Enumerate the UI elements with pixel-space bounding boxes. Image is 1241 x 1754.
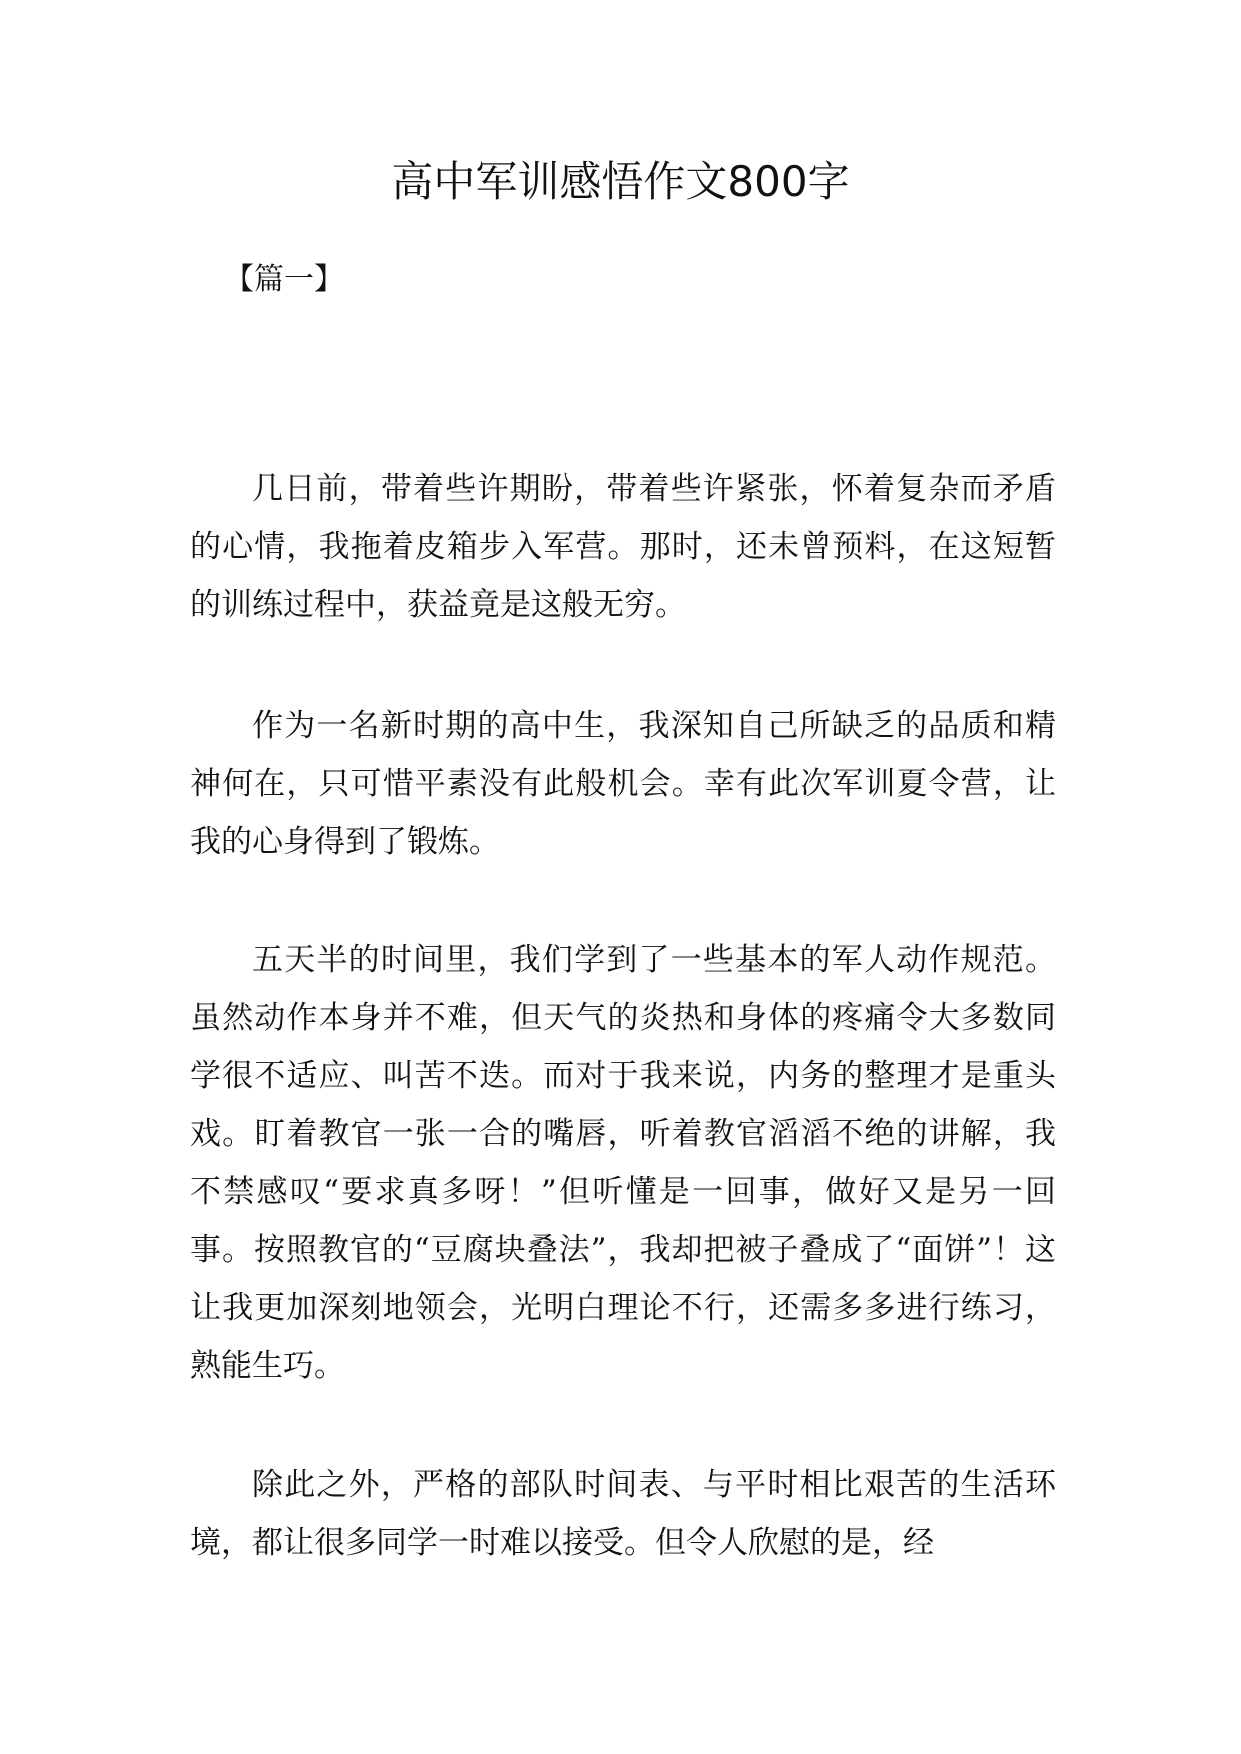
paragraph: 作为一名新时期的高中生，我深知自己所缺乏的品质和精神何在，只可惜平素没有此般机会。幸有此次军训夏令营，让我的心身得到了锻炼。 — [190, 708, 1056, 860]
section-label: 【篇一】 — [224, 262, 344, 297]
page-title: 高中军训感悟作文800字 — [391, 157, 850, 206]
paragraph: 几日前，带着些许期盼，带着些许紧张，怀着复杂而矛盾的心情，我拖着皮箱步入军营。那时，还未曾预料，在这短暂的训练过程中，获益竟是这般无穷。 — [190, 471, 1056, 623]
paragraph: 除此之外，严格的部队时间表、与平时相比艰苦的生活环境，都让很多同学一时难以接受。但令人欣慰的是，经 — [190, 1467, 1056, 1561]
paragraph: 五天半的时间里，我们学到了一些基本的军人动作规范。虽然动作本身并不难，但天气的炎热和身体的疼痛令大多数同学很不适应、叫苦不迭。而对于我来说，内务的整理才是重头戏。盯着教官一张一合的嘴唇，听着教官滔滔不绝的讲解，我不禁感叹“要求真多呀！”但听懂是一回事，做好又是另一回事。按照教官的“豆腐块叠法”，我却把被子叠成了“面饼”！这让我更加深刻地领会，光明白理论不行，还需多多进行练习，熟能生巧。 — [190, 942, 1056, 1384]
